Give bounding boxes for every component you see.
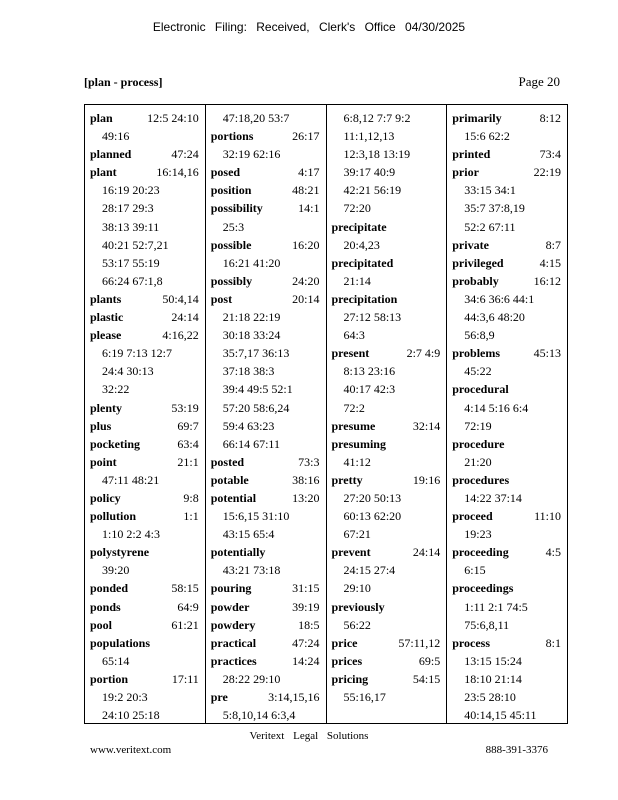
index-refs-continued: 33:15 34:1 — [464, 183, 516, 198]
index-word: presume — [331, 418, 376, 433]
index-word: powder — [210, 599, 250, 614]
index-entry — [206, 127, 326, 145]
index-word: pocketing — [90, 436, 141, 451]
index-range: [plan - process] — [84, 75, 163, 89]
index-word: ponds — [90, 599, 121, 614]
index-word: prevent — [331, 545, 371, 560]
index-refs: 63:4 — [177, 436, 199, 451]
index-refs-continued: 52:2 67:11 — [464, 219, 516, 234]
index-refs-continued: 19:2 20:3 — [102, 690, 148, 704]
index-word: precipitated — [331, 255, 394, 270]
index-refs-continued: 72:20 — [343, 201, 371, 216]
index-refs-continued: 43:15 65:4 — [222, 527, 275, 542]
index-refs-continued: 43:21 73:18 — [222, 563, 281, 578]
index-entry — [206, 634, 326, 652]
index-refs: 1:1 — [183, 509, 199, 524]
index-refs-continued: 32:22 — [102, 382, 130, 397]
index-refs: 48:21 — [292, 183, 320, 198]
index-entry — [85, 290, 205, 308]
index-refs-continued: 44:3,6 48:20 — [464, 310, 525, 325]
index-refs-continued: 11:1,12,13 — [343, 129, 395, 144]
index-refs: 47:24 — [171, 147, 199, 162]
index-word: posted — [210, 454, 245, 469]
index-entry — [327, 634, 447, 652]
index-refs: 16:20 — [292, 237, 320, 252]
index-entry — [206, 272, 326, 290]
index-refs-continued: 20:4,23 — [343, 237, 380, 252]
page-number: Page 20 — [518, 74, 560, 89]
index-word: potentially — [210, 545, 266, 560]
index-refs: 8:1 — [545, 635, 561, 650]
index-refs: 17:11 — [171, 671, 199, 686]
index-refs-continued: 18:10 21:14 — [464, 671, 522, 686]
index-entry — [85, 163, 205, 181]
index-refs-continued: 28:17 29:3 — [102, 201, 154, 216]
index-refs-continued: 6:19 7:13 12:7 — [102, 346, 173, 361]
index-entry — [327, 598, 447, 616]
index-refs-continued: 24:10 25:18 — [102, 708, 160, 723]
index-word: practices — [210, 653, 257, 668]
index-entry — [447, 380, 567, 398]
index-refs-continued: 8:13 23:16 — [343, 364, 396, 379]
index-refs-continued: 21:18 22:19 — [222, 310, 281, 325]
index-refs-continued: 57:20 58:6,24 — [222, 400, 290, 415]
index-word: plant — [90, 165, 117, 180]
index-entry — [327, 417, 447, 435]
index-word: ponded — [90, 581, 129, 596]
index-refs: 61:21 — [171, 617, 199, 632]
index-refs-continued: 25:3 — [222, 219, 245, 234]
index-entry — [206, 616, 326, 634]
index-refs-continued: 47:11 48:21 — [102, 472, 160, 487]
index-refs-continued: 5:8,10,14 6:3,4 — [222, 708, 296, 723]
index-refs: 53:19 — [171, 400, 199, 415]
index-refs: 3:14,15,16 — [268, 690, 320, 704]
index-refs: 24:14 — [412, 545, 441, 560]
index-entry — [206, 489, 326, 507]
index-refs: 31:15 — [292, 581, 320, 596]
index-entry — [206, 290, 326, 308]
index-entry — [447, 145, 567, 163]
index-entry — [447, 543, 567, 561]
index-refs: 32:14 — [412, 418, 441, 433]
index-word: precipitation — [331, 291, 398, 306]
index-refs-continued: 35:7 37:8,19 — [464, 201, 525, 216]
index-refs-continued: 75:6,8,11 — [464, 617, 510, 632]
index-refs: 24:14 — [171, 310, 199, 325]
index-refs: 8:12 — [539, 111, 561, 125]
index-entry — [206, 579, 326, 597]
footer-phone: 888-391-3376 — [485, 744, 548, 756]
index-word: posed — [210, 165, 241, 180]
index-refs-continued: 53:17 55:19 — [102, 255, 160, 270]
index-word: planned — [90, 147, 132, 162]
index-refs-continued: 1:10 2:2 4:3 — [102, 527, 161, 542]
index-column-3 — [327, 105, 448, 723]
index-word: pretty — [331, 472, 363, 487]
index-refs-continued: 27:20 50:13 — [343, 490, 402, 505]
index-refs-continued: 16:19 20:23 — [102, 183, 160, 198]
index-word: plastic — [90, 310, 124, 325]
index-entry — [447, 435, 567, 453]
index-entry — [447, 634, 567, 652]
index-entry — [206, 598, 326, 616]
index-word: pre — [210, 690, 228, 704]
index-entry — [85, 308, 205, 326]
index-refs: 4:17 — [298, 165, 320, 180]
index-entry — [85, 598, 205, 616]
index-word: plan — [90, 111, 113, 125]
filing-stamp: Electronic Filing: Received, Clerk's Office 04/30/2025 — [152, 20, 466, 34]
index-refs: 4:5 — [545, 545, 561, 560]
index-refs-continued: 29:10 — [343, 581, 371, 596]
index-word: position — [210, 183, 252, 198]
index-word: presuming — [331, 436, 386, 451]
index-word: procedures — [452, 472, 510, 487]
index-refs-continued: 67:21 — [343, 527, 371, 542]
index-refs: 8:7 — [545, 237, 561, 252]
index-refs-continued: 47:18,20 53:7 — [222, 111, 290, 125]
index-refs: 73:4 — [539, 147, 561, 162]
index-word: precipitate — [331, 219, 387, 234]
index-entry — [206, 163, 326, 181]
index-refs: 39:19 — [292, 599, 320, 614]
index-refs: 18:5 — [298, 617, 320, 632]
index-refs-continued: 64:3 — [343, 328, 365, 343]
index-refs-continued: 35:7,17 36:13 — [222, 346, 290, 361]
index-word: pollution — [90, 509, 137, 524]
index-entry — [447, 109, 567, 127]
index-word: plenty — [90, 400, 123, 415]
footer-website: www.veritext.com — [90, 744, 172, 756]
index-refs: 45:13 — [533, 346, 561, 361]
index-refs-continued: 41:12 — [343, 454, 371, 469]
index-entry — [85, 634, 205, 652]
index-refs-continued: 39:17 40:9 — [343, 165, 396, 180]
index-refs-continued: 12:3,18 13:19 — [343, 147, 411, 162]
index-word: populations — [90, 635, 151, 650]
index-word: private — [452, 237, 489, 252]
index-word: pouring — [210, 581, 252, 596]
index-word: previously — [331, 599, 385, 614]
index-refs-continued: 27:12 58:13 — [343, 310, 402, 325]
index-word: present — [331, 346, 370, 361]
index-refs-continued: 72:2 — [343, 400, 365, 415]
index-word: portion — [90, 671, 129, 686]
index-refs: 69:7 — [177, 418, 199, 433]
index-refs-continued: 15:6 62:2 — [464, 129, 510, 144]
index-refs-continued: 40:14,15 45:11 — [464, 708, 537, 723]
index-word: please — [90, 328, 122, 343]
index-refs: 22:19 — [533, 165, 561, 180]
index-entry — [85, 507, 205, 525]
index-word: procedural — [452, 382, 509, 397]
index-entry — [447, 579, 567, 597]
index-entry — [327, 254, 447, 272]
index-word: price — [331, 635, 358, 650]
index-entry — [85, 453, 205, 471]
index-column-4 — [447, 105, 567, 723]
index-refs: 16:14,16 — [156, 165, 199, 180]
index-entry — [327, 290, 447, 308]
index-refs: 26:17 — [292, 129, 320, 144]
index-refs: 12:5 24:10 — [147, 111, 199, 125]
index-entry — [327, 543, 447, 561]
index-entry — [85, 579, 205, 597]
index-refs-continued: 21:20 — [464, 454, 492, 469]
index-refs-continued: 56:22 — [343, 617, 371, 632]
index-entry — [85, 435, 205, 453]
index-refs-continued: 16:21 41:20 — [222, 255, 281, 270]
index-refs-continued: 24:4 30:13 — [102, 364, 154, 379]
index-refs-continued: 55:16,17 — [343, 690, 386, 704]
index-word: possibly — [210, 273, 253, 288]
index-entry — [85, 399, 205, 417]
index-refs-continued: 14:22 37:14 — [464, 490, 522, 505]
index-word: prices — [331, 653, 363, 668]
index-refs-continued: 45:22 — [464, 364, 492, 379]
index-refs-continued: 28:22 29:10 — [222, 671, 281, 686]
index-refs: 20:14 — [292, 291, 320, 306]
index-refs-continued: 56:8,9 — [464, 328, 495, 343]
index-word: portions — [210, 129, 254, 144]
index-refs: 11:10 — [534, 509, 561, 524]
index-refs-continued: 72:19 — [464, 418, 492, 433]
index-word: practical — [210, 635, 257, 650]
index-word: plus — [90, 418, 112, 433]
index-word: potable — [210, 472, 249, 487]
index-word: polystyrene — [90, 545, 150, 560]
index-entry — [206, 236, 326, 254]
index-refs-continued: 66:24 67:1,8 — [102, 273, 163, 288]
index-refs: 4:15 — [539, 255, 561, 270]
index-refs-continued: 65:14 — [102, 653, 130, 668]
index-refs-continued: 49:16 — [102, 129, 130, 144]
index-entry — [206, 471, 326, 489]
index-entry — [447, 344, 567, 362]
index-entry — [327, 218, 447, 236]
index-word: procedure — [452, 436, 505, 451]
index-entry — [327, 344, 447, 362]
index-entry — [327, 435, 447, 453]
index-refs-continued: 38:13 39:11 — [102, 219, 160, 234]
index-column-2 — [206, 105, 327, 723]
index-word: possibility — [210, 201, 263, 216]
index-refs-continued: 60:13 62:20 — [343, 509, 402, 524]
index-entry — [206, 652, 326, 670]
index-entry — [206, 688, 326, 706]
index-refs-continued: 4:14 5:16 6:4 — [464, 400, 529, 415]
index-word: problems — [452, 346, 501, 361]
index-entry — [206, 453, 326, 471]
index-word: powdery — [210, 617, 256, 632]
index-entry — [447, 236, 567, 254]
index-entry — [85, 326, 205, 344]
index-entry — [206, 199, 326, 217]
index-entry — [327, 670, 447, 688]
index-word: pricing — [331, 671, 369, 686]
index-refs: 38:16 — [292, 472, 320, 487]
index-entry — [85, 670, 205, 688]
index-word: potential — [210, 490, 257, 505]
index-refs-continued: 13:15 15:24 — [464, 653, 522, 668]
footer-company: Veritext Legal Solutions — [249, 730, 369, 742]
index-refs-continued: 42:21 56:19 — [343, 183, 402, 198]
index-entry — [447, 471, 567, 489]
index-word: prior — [452, 165, 479, 180]
index-refs: 73:3 — [298, 454, 320, 469]
index-refs-continued: 39:20 — [102, 563, 130, 578]
index-entry — [447, 507, 567, 525]
index-refs: 19:16 — [412, 472, 441, 487]
index-refs: 9:8 — [183, 490, 199, 505]
index-entry — [327, 471, 447, 489]
index-word: proceeding — [452, 545, 509, 560]
index-entry — [85, 145, 205, 163]
index-refs: 69:5 — [418, 653, 441, 668]
index-refs-continued: 30:18 33:24 — [222, 328, 281, 343]
index-refs-continued: 6:15 — [464, 563, 486, 578]
index-entry — [206, 543, 326, 561]
index-refs-continued: 24:15 27:4 — [343, 563, 396, 578]
index-entry — [85, 417, 205, 435]
index-word: point — [90, 454, 117, 469]
index-refs: 24:20 — [292, 273, 320, 288]
index-word: primarily — [452, 111, 502, 125]
index-refs-continued: 66:14 67:11 — [222, 436, 280, 451]
index-refs: 16:12 — [533, 273, 561, 288]
index-refs: 4:16,22 — [162, 328, 199, 343]
index-entry — [447, 163, 567, 181]
index-refs: 54:15 — [412, 671, 441, 686]
index-refs: 57:11,12 — [398, 635, 441, 650]
word-index-table — [84, 104, 568, 724]
index-refs-continued: 19:23 — [464, 527, 492, 542]
index-entry — [85, 543, 205, 561]
index-refs-continued: 40:21 52:7,21 — [102, 237, 169, 252]
index-refs-continued: 40:17 42:3 — [343, 382, 396, 397]
index-entry — [85, 109, 205, 127]
index-word: possible — [210, 237, 252, 252]
index-word: proceed — [452, 509, 493, 524]
index-entry — [206, 181, 326, 199]
index-word: pool — [90, 617, 113, 632]
index-word: printed — [452, 147, 491, 162]
index-refs: 47:24 — [292, 635, 320, 650]
index-entry — [447, 272, 567, 290]
index-word: plants — [90, 291, 122, 306]
index-entry — [85, 489, 205, 507]
index-column-1 — [85, 105, 206, 723]
index-refs-continued: 6:8,12 7:7 9:2 — [343, 111, 411, 125]
index-word: privileged — [452, 255, 504, 270]
index-refs-continued: 37:18 38:3 — [222, 364, 275, 379]
index-word: process — [452, 635, 491, 650]
index-refs-continued: 15:6,15 31:10 — [222, 509, 290, 524]
index-word: probably — [452, 273, 499, 288]
index-refs: 14:1 — [298, 201, 320, 216]
index-refs-continued: 21:14 — [343, 273, 371, 288]
index-word: post — [210, 291, 233, 306]
index-refs-continued: 1:11 2:1 74:5 — [464, 599, 528, 614]
index-word: proceedings — [452, 581, 514, 596]
index-refs-continued: 32:19 62:16 — [222, 147, 281, 162]
index-refs-continued: 34:6 36:6 44:1 — [464, 291, 535, 306]
index-refs: 13:20 — [292, 490, 320, 505]
index-refs: 14:24 — [292, 653, 320, 668]
index-word: policy — [90, 490, 121, 505]
index-entry — [447, 254, 567, 272]
index-refs: 50:4,14 — [162, 291, 199, 306]
index-entry — [327, 652, 447, 670]
index-refs-continued: 23:5 28:10 — [464, 690, 516, 704]
index-refs-continued: 59:4 63:23 — [222, 418, 275, 433]
index-entry — [85, 616, 205, 634]
index-refs: 58:15 — [171, 581, 199, 596]
index-refs-continued: 39:4 49:5 52:1 — [222, 382, 293, 397]
index-refs: 21:1 — [177, 454, 199, 469]
index-refs: 64:9 — [177, 599, 199, 614]
index-refs: 2:7 4:9 — [406, 346, 441, 361]
